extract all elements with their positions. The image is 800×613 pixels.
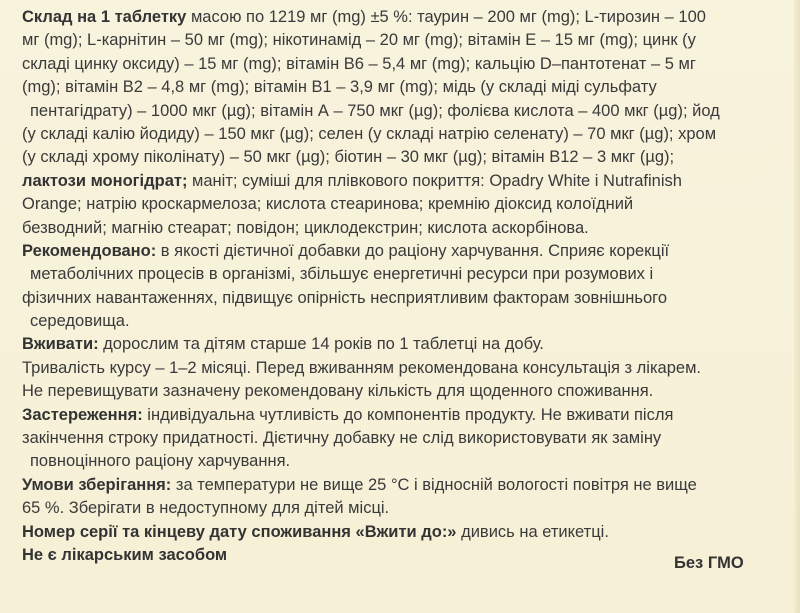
batch-text: дивись на етикетці. — [456, 522, 609, 541]
lactose-label: лактози моногідрат; — [22, 171, 188, 190]
composition-line-7: (у складі хрому піколінату) – 50 мкг (µg); біотин – 30 мкг (µg); вітамін В12 – 3 мкг (µg); — [22, 148, 675, 167]
warnings-line-2: закінчення строку придатності. Дієтичну добавку не слід використовувати як заміну — [22, 429, 662, 448]
warnings-text: індивідуальна чутливість до компонентів продукту. Не вживати після — [142, 405, 674, 424]
composition-line-2: мг (mg); L-карнітин – 50 мг (mg); нікотинамід – 20 мг (mg); вітамін Е – 15 мг (mg); цинк (у — [22, 31, 696, 50]
batch-line — [22, 521, 790, 544]
excipients-line-2: Orange; натрію кроскармелоза; кислота стеаринова; кремнію діоксид колоїдний — [22, 195, 634, 214]
composition-line-1 — [22, 6, 790, 29]
composition-heading: Склад на 1 таблетку — [22, 8, 187, 26]
label-text-block — [22, 6, 790, 572]
warnings-line-3: повноцінного раціону харчування. — [30, 452, 291, 471]
usage-label: Вживати: — [22, 335, 99, 354]
usage-line-3: Не перевищувати зазначену рекомендовану кількість для щоденного споживання. — [22, 382, 654, 401]
warnings-line-1 — [22, 404, 790, 427]
composition-line-6: (у складі калію йодиду) – 150 мкг (µg); селен (у складі натрію селенату) – 70 мкг (µg); хром — [22, 124, 717, 143]
storage-line-1 — [22, 474, 790, 497]
not-medicine-notice: Не є лікарським засобом — [22, 545, 228, 564]
gmo-free-mark: Без ГМО — [674, 553, 744, 572]
storage-line-2: 65 %. Зберігати в недоступному для дітей місці. — [22, 499, 390, 518]
batch-label: Номер серії та кінцеву дату споживання «Вжити до:» — [22, 522, 457, 541]
excipients-text: маніт; суміші для плівкового покриття: Opadry White і Nutrafinish — [187, 171, 682, 190]
recommended-text: в якості дієтичної добавки до раціону харчування. Сприяє корекції — [156, 241, 670, 260]
usage-line-2: Тривалість курсу – 1–2 місяці. Перед вживанням рекомендована консультація з лікарем. — [22, 358, 702, 377]
warnings-label: Застереження: — [22, 405, 143, 424]
excipients-line-1 — [22, 170, 790, 193]
recommended-line-1 — [22, 240, 790, 263]
recommended-line-3: фізичних навантаженнях, підвищує опірність несприятливим факторам зовнішнього — [22, 288, 668, 307]
storage-text: за температури не вище 25 °С і відносній вологості повітря не вище — [171, 475, 697, 494]
package-edge — [794, 0, 800, 613]
excipients-line-3: безводний; магнію стеарат; повідон; циклодекстрин; кислота аскорбінова. — [22, 218, 589, 237]
composition-line-4: (mg); вітамін В2 – 4,8 мг (mg); вітамін В1 – 3,9 мг (mg); мідь (у складі міді сульфату — [22, 78, 657, 97]
usage-line-1 — [22, 333, 790, 356]
composition-text: масою по 1219 мг (mg) ±5 %: таурин – 200 мг (mg); L-тирозин – 100 — [186, 8, 706, 26]
recommended-line-4: середовища. — [30, 312, 130, 331]
composition-line-3: складі цинку оксиду) – 15 мг (mg); вітамін В6 – 5,4 мг (mg); кальцію D–пантотенат – 5 мг — [22, 54, 696, 73]
usage-text: дорослим та дітям старше 14 років по 1 таблетці на добу. — [98, 335, 544, 354]
footer-row — [22, 544, 790, 572]
recommended-line-2: метаболічних процесів в організмі, збільшує енергетичні ресурси при розумових і — [30, 265, 654, 284]
composition-line-5: пентагідрату) – 1000 мкг (µg); вітамін А – 750 мкг (µg); фолієва кислота – 400 мкг (µg); йод — [30, 101, 720, 120]
storage-label: Умови зберігання: — [22, 475, 172, 494]
recommended-label: Рекомендовано: — [22, 241, 157, 260]
